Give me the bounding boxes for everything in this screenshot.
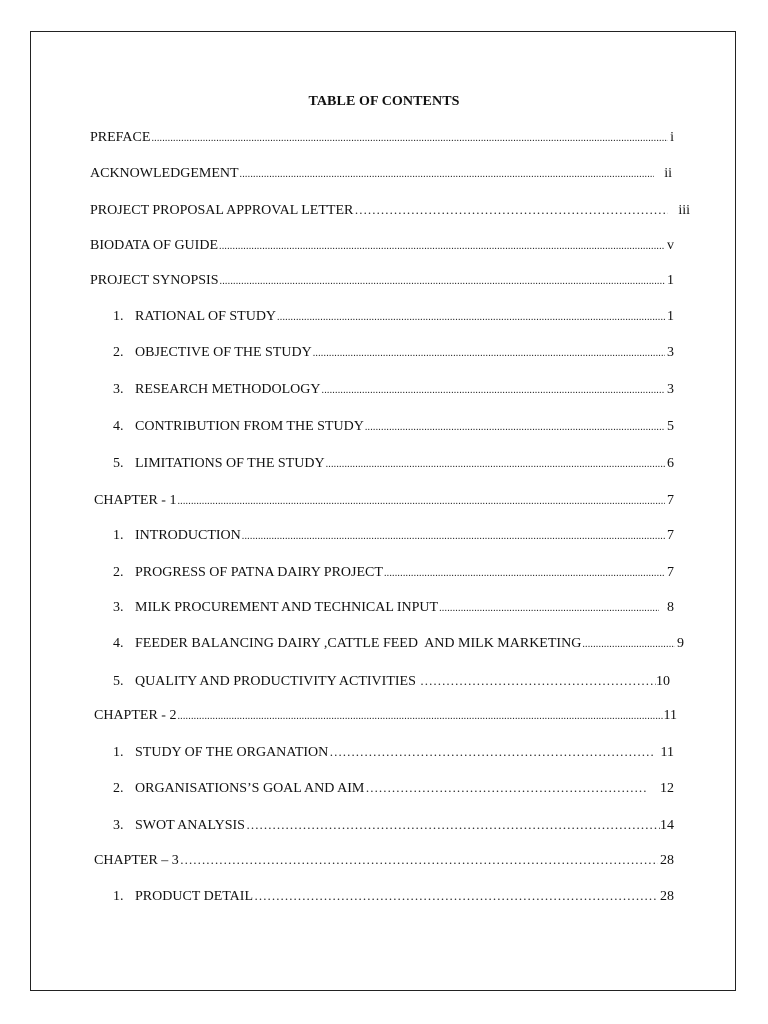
toc-entry-label: PRODUCT DETAIL [135, 889, 254, 904]
toc-entry-chapter-3 [94, 851, 674, 869]
toc-entry-label: SWOT ANALYSIS [135, 818, 245, 833]
toc-entry-page: 28 [660, 889, 674, 904]
toc-entry-label: CHAPTER – 3 [94, 853, 179, 868]
toc-entry-label: ORGANISATIONS’S GOAL AND AIM [135, 781, 365, 796]
toc-entry-number: 1. [113, 309, 124, 324]
toc-entry-label: RESEARCH METHODOLOGY [135, 382, 321, 397]
toc-entry-page: iii [678, 203, 690, 218]
dot-leader [365, 418, 665, 437]
toc-entry-page: 1 [667, 273, 674, 288]
toc-subentry-swot [113, 816, 674, 834]
toc-entry-page: 1 [667, 309, 674, 324]
toc-entry-number: 2. [113, 345, 124, 360]
toc-entry-label: BIODATA OF GUIDE [90, 238, 218, 253]
dot-leader [420, 672, 656, 691]
toc-entry-label: OBJECTIVE OF THE STUDY [135, 345, 312, 360]
dot-leader [219, 237, 665, 256]
dot-leader [240, 165, 655, 184]
toc-entry-label: RATIONAL OF STUDY [135, 309, 277, 324]
toc-entry-page: 3 [667, 382, 674, 397]
toc-subentry-product-detail [113, 887, 674, 905]
toc-entry-number: 3. [113, 382, 124, 397]
toc-subentry-quality [113, 672, 670, 690]
toc-subentry-rational [113, 308, 674, 326]
toc-entry-page: i [670, 130, 674, 145]
toc-entry-page: 6 [667, 456, 674, 471]
toc-entry-preface [90, 129, 674, 147]
toc-entry-page: 7 [667, 493, 674, 508]
toc-entry-page: v [667, 238, 674, 253]
toc-entry-page: 3 [667, 345, 674, 360]
toc-entry-page: ii [664, 166, 672, 181]
toc-entry-page: 9 [677, 636, 684, 651]
toc-subentry-goal-aim [113, 779, 674, 797]
toc-entry-label: PROJECT SYNOPSIS [90, 273, 219, 288]
toc-subentry-milk-procurement [113, 599, 674, 617]
dot-leader [180, 851, 658, 870]
toc-entry-page: 12 [660, 781, 674, 796]
toc-entry-biodata [90, 237, 674, 255]
dot-leader [254, 887, 658, 906]
toc-entry-label: PROJECT PROPOSAL APPROVAL LETTER [90, 203, 354, 218]
toc-entry-page: 7 [667, 565, 674, 580]
toc-entry-number: 4. [113, 636, 124, 651]
toc-entry-label: CHAPTER - 2 [94, 708, 177, 723]
toc-entry-label: FEEDER BALANCING DAIRY ,CATTLE FEED AND MILK MARKETING [135, 636, 582, 651]
dot-leader [326, 455, 665, 474]
toc-subentry-limitations [113, 455, 674, 473]
toc-entry-label: ACKNOWLEDGEMENT [90, 166, 239, 181]
toc-entry-number: 2. [113, 565, 124, 580]
toc-entry-label: QUALITY AND PRODUCTIVITY ACTIVITIES [135, 674, 416, 689]
toc-entry-label: MILK PROCUREMENT AND TECHNICAL INPUT [135, 600, 439, 615]
dot-leader [329, 743, 652, 762]
dot-leader [354, 201, 668, 220]
toc-entry-approval-letter [90, 201, 690, 219]
toc-entry-label: STUDY OF THE ORGANATION [135, 745, 329, 760]
toc-entry-page: 7 [667, 528, 674, 543]
dot-leader [177, 707, 663, 726]
toc-entry-label: PROGRESS OF PATNA DAIRY PROJECT [135, 565, 383, 580]
toc-entry-label: LIMITATIONS OF THE STUDY [135, 456, 325, 471]
toc-entry-number: 3. [113, 600, 124, 615]
toc-title: TABLE OF CONTENTS [308, 94, 460, 109]
toc-subentry-objective [113, 344, 674, 362]
dot-leader [151, 129, 668, 148]
toc-subentry-organation [113, 743, 674, 761]
toc-entry-page: 5 [667, 419, 674, 434]
toc-entry-page: 10 [656, 674, 670, 689]
toc-entry-number: 1. [113, 745, 124, 760]
toc-subentry-contribution [113, 418, 674, 436]
toc-subentry-feeder-balancing [113, 635, 684, 653]
toc-entry-acknowledgement [90, 165, 672, 183]
toc-entry-page: 8 [667, 600, 674, 615]
dot-leader [322, 381, 666, 400]
dot-leader [439, 599, 659, 618]
toc-entry-number: 5. [113, 456, 124, 471]
toc-entry-page: 11 [663, 708, 677, 723]
toc-entry-page: 11 [660, 745, 674, 760]
toc-entry-page: 28 [660, 853, 674, 868]
dot-leader [365, 779, 646, 798]
dot-leader [177, 492, 665, 511]
toc-entry-label: CHAPTER - 1 [94, 493, 177, 508]
dot-leader [313, 344, 665, 363]
toc-subentry-progress [113, 564, 674, 582]
dot-leader [220, 272, 665, 291]
dot-leader [384, 564, 665, 583]
toc-entry-number: 1. [113, 528, 124, 543]
dot-leader [242, 527, 665, 546]
dot-leader [582, 635, 675, 654]
toc-entry-chapter-1 [94, 492, 674, 510]
toc-entry-number: 5. [113, 674, 124, 689]
toc-entry-label: PREFACE [90, 130, 151, 145]
toc-entry-synopsis [90, 272, 674, 290]
toc-entry-number: 4. [113, 419, 124, 434]
dot-leader [277, 308, 665, 327]
toc-entry-page: 14 [660, 818, 674, 833]
toc-subentry-introduction [113, 527, 674, 545]
toc-entry-number: 3. [113, 818, 124, 833]
toc-entry-number: 2. [113, 781, 124, 796]
toc-entry-number: 1. [113, 889, 124, 904]
toc-entry-label: INTRODUCTION [135, 528, 241, 543]
dot-leader [246, 816, 660, 835]
toc-entry-label: CONTRIBUTION FROM THE STUDY [135, 419, 364, 434]
toc-entry-chapter-2 [94, 707, 677, 725]
toc-subentry-methodology [113, 381, 674, 399]
